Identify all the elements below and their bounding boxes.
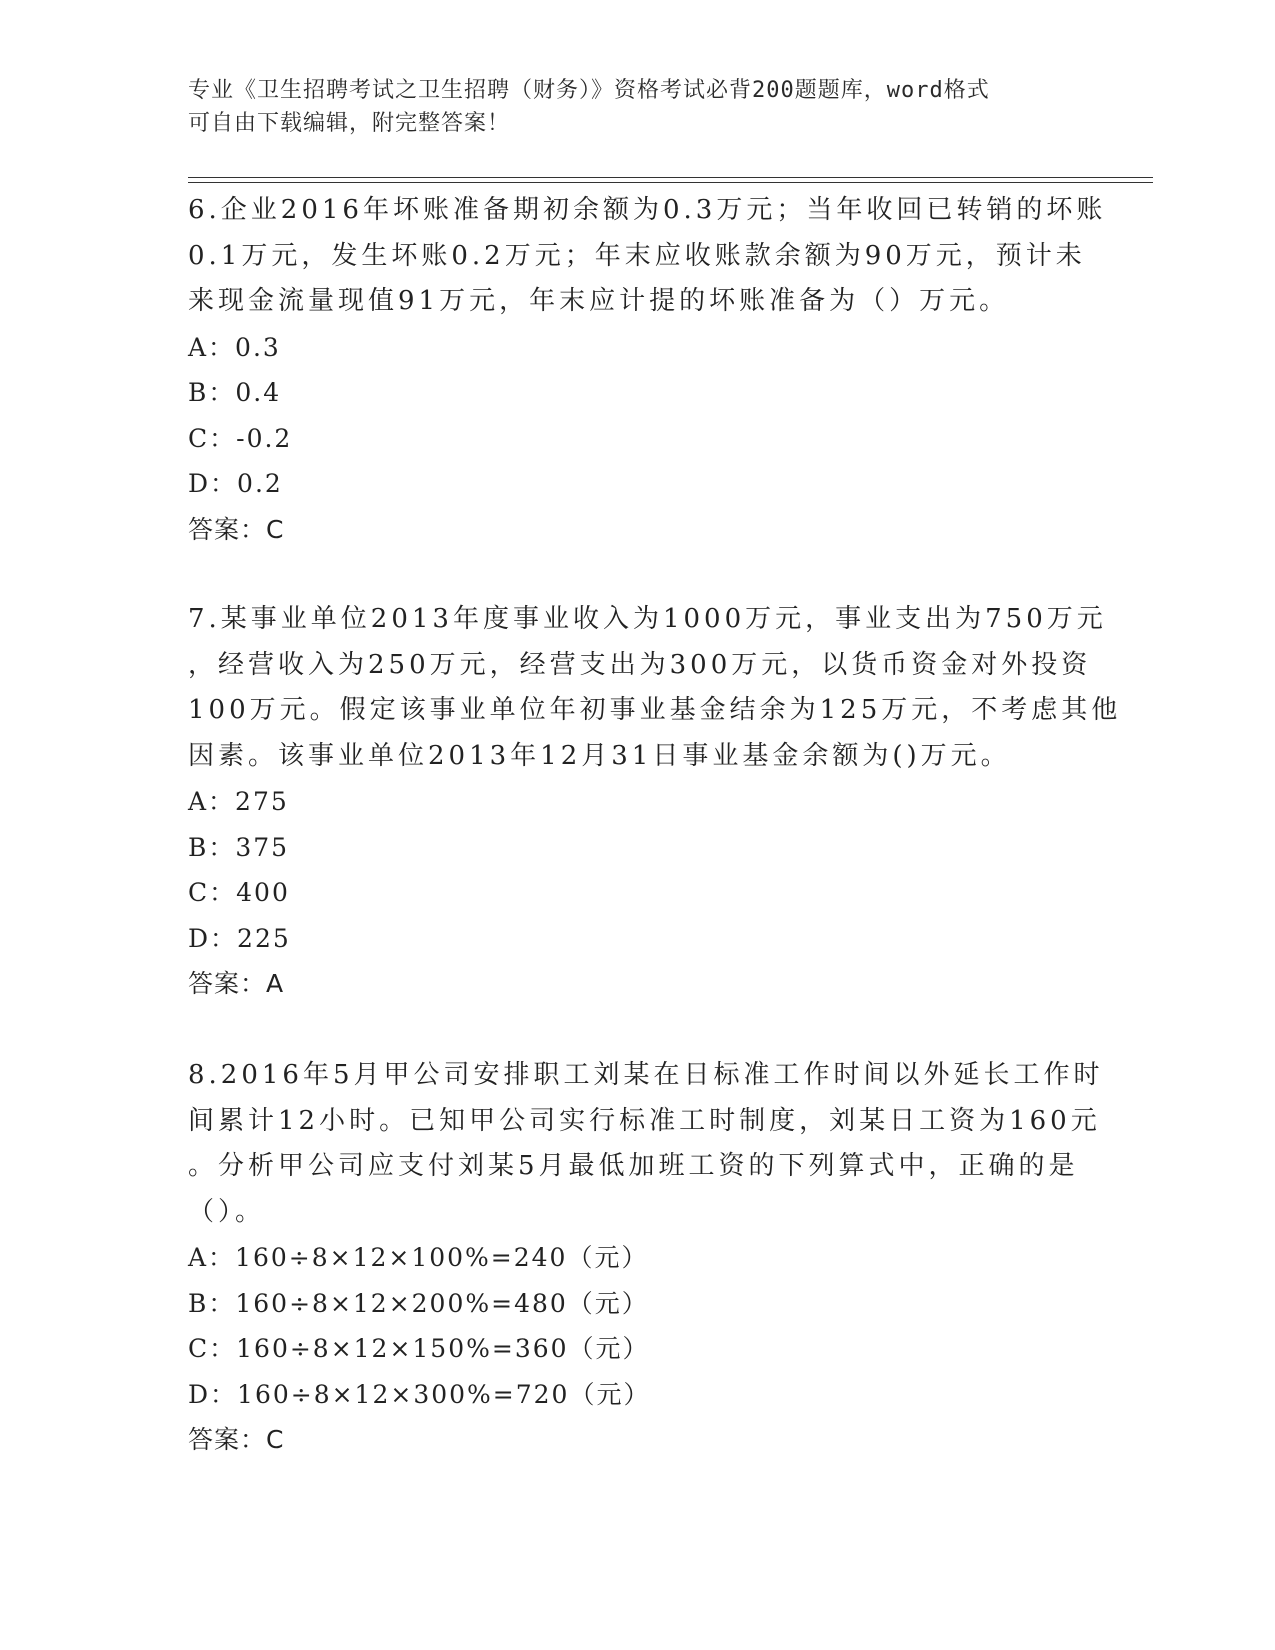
question-line: 100万元。假定该事业单位年初事业基金结余为125万元，不考虑其他: [188, 695, 1122, 725]
option-d: D：0.2: [188, 469, 283, 498]
header-line-2: 可自由下载编辑，附完整答案！: [188, 111, 511, 136]
header-divider-bottom: [188, 182, 1153, 183]
option-c: C：-0.2: [188, 423, 293, 453]
question-text: [188, 188, 1107, 325]
question-line: 7.某事业单位2013年度事业收入为1000万元，事业支出为750万元: [188, 604, 1107, 634]
option-b: B：160÷8×12×200%=480（元）: [188, 1288, 649, 1318]
question-line: 6.企业2016年坏账准备期初余额为0.3万元；当年收回已转销的坏账: [188, 195, 1107, 225]
question-7: [188, 597, 1122, 1007]
question-line: 间累计12小时。已知甲公司实行标准工时制度，刘某日工资为160元: [188, 1105, 1101, 1136]
option-d: D：160÷8×12×300%=720（元）: [188, 1379, 651, 1409]
question-line: 8.2016年5月甲公司安排职工刘某在日标准工作时间以外延长工作时: [188, 1060, 1104, 1090]
answer-label: 答案：C: [188, 1425, 285, 1454]
option-c: C：160÷8×12×150%=360（元）: [188, 1334, 650, 1363]
question-6: [188, 188, 1107, 552]
question-text: [188, 597, 1122, 779]
question-line: （）。: [188, 1196, 266, 1227]
answer-label: 答案：C: [188, 514, 285, 544]
answer-label: 答案：A: [188, 969, 285, 998]
option-a: A：160÷8×12×100%=240（元）: [188, 1243, 649, 1272]
question-line: 来现金流量现值91万元，年末应计提的坏账准备为（）万元。: [188, 286, 1010, 316]
question-8: [188, 1053, 1104, 1463]
option-c: C：400: [188, 878, 290, 907]
option-b: B：0.4: [188, 378, 282, 407]
question-line: 。分析甲公司应支付刘某5月最低加班工资的下列算式中，正确的是: [188, 1151, 1079, 1181]
question-line: 因素。该事业单位2013年12月31日事业基金余额为()万元。: [188, 740, 1011, 771]
header-divider-top: [188, 177, 1153, 178]
option-b: B：375: [188, 832, 290, 862]
question-text: [188, 1053, 1104, 1235]
option-d: D：225: [188, 923, 291, 953]
question-line: ，经营收入为250万元，经营支出为300万元，以货币资金对外投资: [188, 649, 1092, 680]
header-line-1: 专业《卫生招聘考试之卫生招聘（财务）》资格考试必背200题题库，word格式: [188, 78, 990, 103]
option-a: A：275: [188, 787, 289, 816]
question-line: 0.1万元，发生坏账0.2万元；年末应收账款余额为90万元，预计未: [188, 240, 1086, 271]
document-header: [188, 74, 1088, 140]
option-a: A：0.3: [188, 332, 281, 362]
